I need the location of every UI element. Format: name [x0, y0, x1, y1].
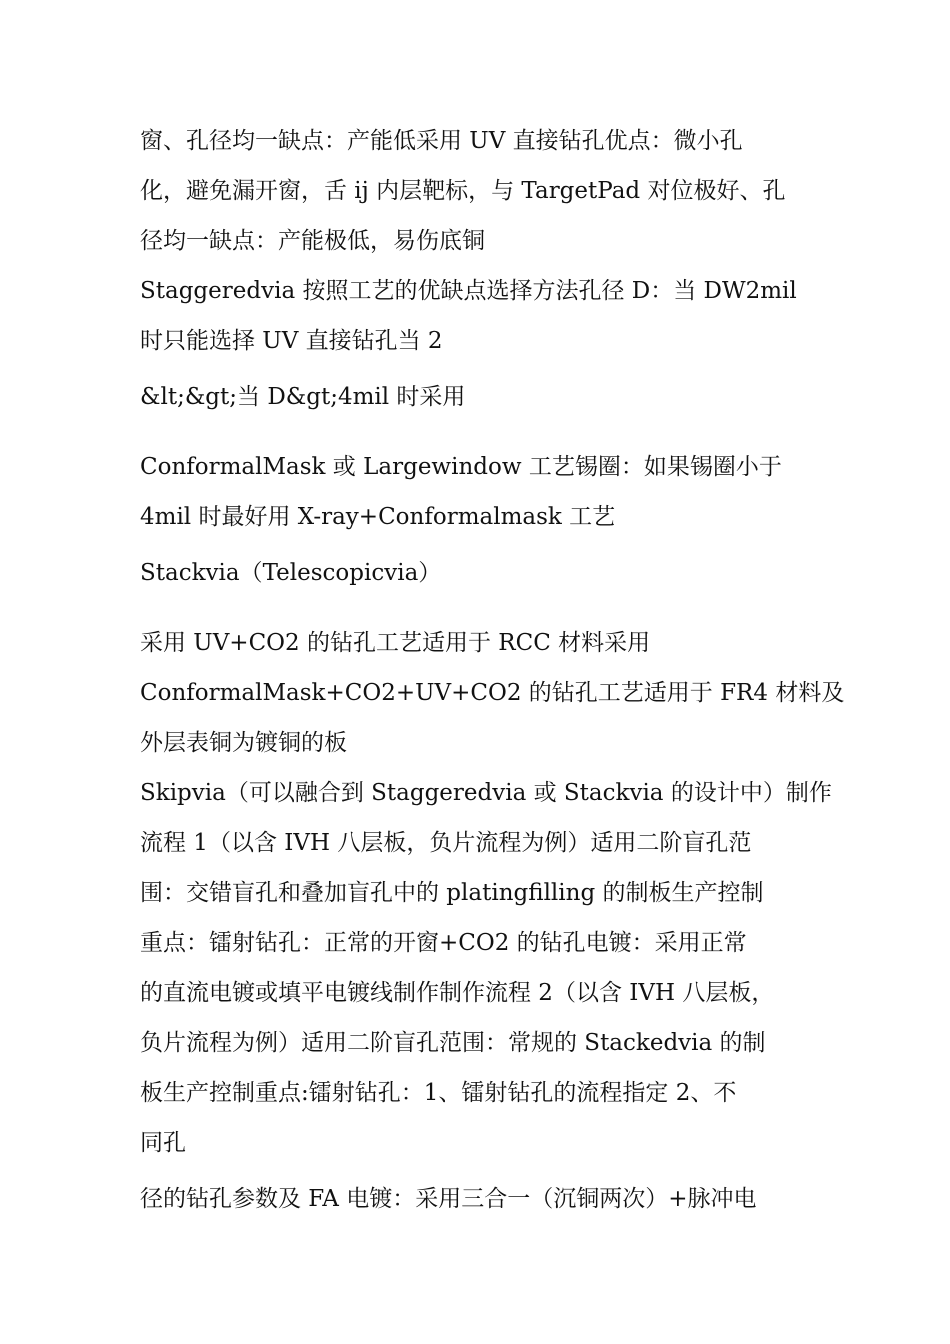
paragraph-1 — [140, 116, 820, 266]
text-line: 负片流程为例）适用二阶盲孔范围：常规的 Stackedvia 的制 — [140, 1030, 766, 1056]
text-line: 重点：镭射钻孔：正常的开窗+CO2 的钻孔电镀：采用正常 — [140, 930, 747, 956]
paragraph-6 — [140, 618, 845, 768]
text-line: Stackvia（Telescopicvia） — [140, 560, 442, 586]
paragraph-5 — [140, 548, 820, 598]
text-line: 同孔 — [140, 1130, 186, 1156]
text-line: 采用 UV+CO2 的钻孔工艺适用于 RCC 材料采用 — [140, 630, 651, 656]
paragraph-8 — [140, 1174, 820, 1224]
paragraph-2 — [140, 266, 820, 366]
text-line: 化，避免漏开窗，舌 ij 内层靶标，与 TargetPad 对位极好、孔 — [140, 178, 786, 204]
text-line: 窗、孔径均一缺点：产能低采用 UV 直接钻孔优点：微小孔 — [140, 128, 743, 154]
paragraph-4 — [140, 442, 820, 542]
text-line: &lt;&gt;当 D&gt;4mil 时采用 — [140, 384, 466, 410]
text-line: 时只能选择 UV 直接钻孔当 2 — [140, 328, 443, 354]
text-line: 径均一缺点：产能极低，易伤底铜 — [140, 228, 485, 254]
text-line: ConformalMask 或 Largewindow 工艺锡圈：如果锡圈小于 — [140, 454, 782, 480]
text-line: Skipvia（可以融合到 Staggeredvia 或 Stackvia 的设计中）制作 — [140, 780, 832, 806]
text-line: 板生产控制重点:镭射钻孔：1、镭射钻孔的流程指定 2、不 — [140, 1080, 737, 1106]
text-line: ConformalMask+CO2+UV+CO2 的钻孔工艺适用于 FR4 材料及 — [140, 680, 845, 706]
text-line: 径的钻孔参数及 FA 电镀：采用三合一（沉铜两次）+脉冲电 — [140, 1186, 757, 1212]
document-body — [140, 116, 845, 1224]
text-line: Staggeredvia 按照工艺的优缺点选择方法孔径 D：当 DW2mil — [140, 278, 797, 304]
text-line: 围：交错盲孔和叠加盲孔中的 platingfilling 的制板生产控制 — [140, 880, 764, 906]
paragraph-3 — [140, 372, 820, 422]
text-line: 4mil 时最好用 X-ray+Conformalmask 工艺 — [140, 504, 616, 530]
text-line: 流程 1（以含 IVH 八层板，负片流程为例）适用二阶盲孔范 — [140, 830, 752, 856]
text-line: 外层表铜为镀铜的板 — [140, 730, 347, 756]
text-line: 的直流电镀或填平电镀线制作制作流程 2（以含 IVH 八层板， — [140, 980, 775, 1006]
paragraph-7 — [140, 768, 832, 1168]
